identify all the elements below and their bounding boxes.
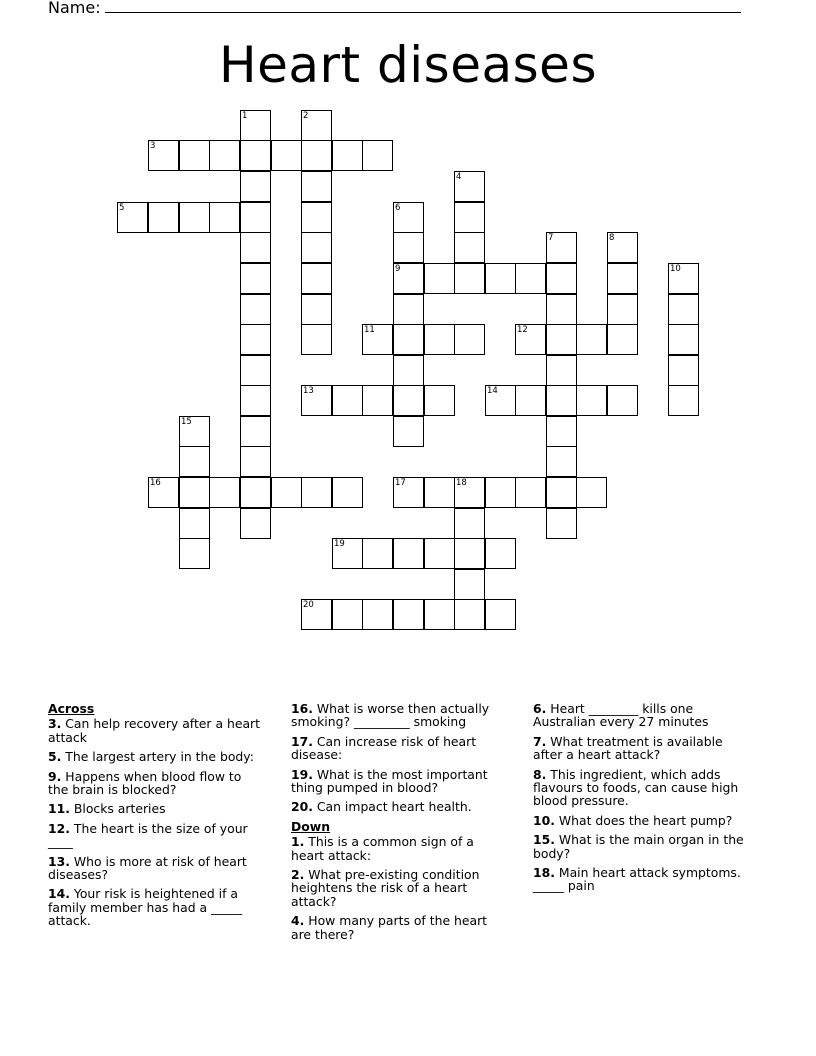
cell-number: 2 xyxy=(303,111,309,121)
cell-number: 8 xyxy=(609,233,615,243)
grid-cell[interactable] xyxy=(393,232,424,263)
grid-cell[interactable] xyxy=(454,538,485,569)
grid-cell[interactable] xyxy=(301,171,332,202)
clue-text: Can help recovery after a heart attack xyxy=(48,716,261,745)
grid-cell[interactable] xyxy=(546,446,577,477)
clue-item xyxy=(48,770,264,797)
grid-cell[interactable] xyxy=(546,416,577,447)
grid-cell[interactable] xyxy=(546,355,577,386)
grid-cell[interactable] xyxy=(301,294,332,325)
clue-text: The largest artery in the body: xyxy=(61,749,254,765)
clue-item xyxy=(291,702,507,729)
cell-number: 11 xyxy=(364,325,375,335)
clue-text: What treatment is available after a heart attack? xyxy=(533,733,723,763)
cell-number: 12 xyxy=(517,325,528,335)
grid-cell[interactable] xyxy=(301,232,332,263)
grid-cell[interactable] xyxy=(454,324,485,355)
grid-cell[interactable] xyxy=(454,232,485,263)
clue-number: 3. xyxy=(48,716,62,732)
clue-text: The heart is the size of your ____ xyxy=(48,820,248,850)
grid-cell[interactable] xyxy=(240,446,271,477)
grid-cell[interactable] xyxy=(454,508,485,539)
clue-item xyxy=(533,833,749,860)
grid-cell[interactable] xyxy=(332,140,363,171)
grid-cell[interactable] xyxy=(362,538,393,569)
grid-cell[interactable] xyxy=(546,477,577,508)
grid-cell[interactable] xyxy=(301,477,332,508)
cell-number: 1 xyxy=(242,111,248,121)
grid-cell[interactable] xyxy=(271,477,302,508)
grid-cell[interactable] xyxy=(668,324,699,355)
clue-number: 13. xyxy=(48,853,70,869)
clues-column-2 xyxy=(291,702,507,947)
grid-cell[interactable] xyxy=(546,263,577,294)
grid-cell[interactable] xyxy=(301,263,332,294)
clue-number: 5. xyxy=(48,749,62,765)
cell-number: 10 xyxy=(670,264,681,274)
grid-cell[interactable] xyxy=(576,477,607,508)
clue-item xyxy=(533,768,749,808)
down-heading: Down xyxy=(291,818,331,834)
grid-cell[interactable] xyxy=(424,324,455,355)
clue-text: Can impact heart health. xyxy=(312,799,472,815)
clues-column-1 xyxy=(48,702,264,934)
grid-cell[interactable] xyxy=(393,355,424,386)
clue-number: 8. xyxy=(533,766,547,782)
grid-cell[interactable] xyxy=(485,477,516,508)
clue-text: What is worse then actually smoking? _________ smoking xyxy=(291,701,490,730)
grid-cell[interactable] xyxy=(393,294,424,325)
cell-number: 9 xyxy=(395,264,401,274)
grid-cell[interactable] xyxy=(240,294,271,325)
clue-item xyxy=(48,822,264,849)
grid-cell[interactable] xyxy=(179,140,210,171)
clue-text: Can increase risk of heart disease: xyxy=(291,733,477,763)
grid-cell[interactable] xyxy=(607,324,638,355)
grid-cell[interactable] xyxy=(393,538,424,569)
grid-cell[interactable] xyxy=(424,599,455,630)
grid-cell[interactable] xyxy=(332,599,363,630)
grid-cell[interactable] xyxy=(240,385,271,416)
name-label: Name: xyxy=(48,0,101,17)
clue-text: Your risk is heightened if a family member has had a _____ attack. xyxy=(48,886,243,929)
cell-number: 13 xyxy=(303,386,314,396)
grid-cell[interactable] xyxy=(546,324,577,355)
grid-cell[interactable] xyxy=(607,263,638,294)
cell-number: 18 xyxy=(456,478,467,488)
grid-cell[interactable] xyxy=(546,508,577,539)
cell-number: 6 xyxy=(395,203,401,213)
grid-cell[interactable] xyxy=(515,477,546,508)
clue-item xyxy=(48,887,264,927)
grid-cell[interactable] xyxy=(179,538,210,569)
clue-item xyxy=(533,735,749,762)
grid-cell[interactable] xyxy=(424,477,455,508)
clue-item xyxy=(533,866,749,893)
grid-cell[interactable] xyxy=(179,508,210,539)
clue-text: Blocks arteries xyxy=(69,801,166,817)
clue-item xyxy=(291,868,507,908)
grid-cell[interactable] xyxy=(240,416,271,447)
cell-number: 20 xyxy=(303,600,314,610)
grid-cell[interactable] xyxy=(485,538,516,569)
clue-number: 19. xyxy=(291,766,313,782)
grid-cell[interactable] xyxy=(515,263,546,294)
cell-number: 17 xyxy=(395,478,406,488)
grid-cell[interactable] xyxy=(179,202,210,233)
across-clue-list-continued xyxy=(291,702,507,814)
clue-item xyxy=(291,800,507,813)
grid-cell[interactable] xyxy=(454,202,485,233)
grid-cell[interactable] xyxy=(607,294,638,325)
grid-cell[interactable] xyxy=(393,599,424,630)
clue-text: This is a common sign of a heart attack: xyxy=(291,834,474,863)
clue-item xyxy=(291,768,507,795)
grid-cell[interactable] xyxy=(454,569,485,600)
grid-cell[interactable] xyxy=(576,385,607,416)
grid-cell[interactable] xyxy=(240,202,271,233)
grid-cell[interactable] xyxy=(546,385,577,416)
clue-number: 2. xyxy=(291,867,305,883)
grid-cell[interactable] xyxy=(301,140,332,171)
grid-cell[interactable] xyxy=(332,477,363,508)
cell-number: 3 xyxy=(150,141,156,151)
grid-cell[interactable] xyxy=(209,477,240,508)
grid-cell[interactable] xyxy=(454,263,485,294)
cell-number: 15 xyxy=(181,417,192,427)
grid-cell[interactable] xyxy=(393,385,424,416)
grid-cell[interactable] xyxy=(332,385,363,416)
grid-cell[interactable] xyxy=(240,140,271,171)
clue-text: Who is more at risk of heart diseases? xyxy=(48,853,247,883)
clue-number: 15. xyxy=(533,832,555,848)
page-title: Heart diseases xyxy=(219,36,597,94)
clue-item xyxy=(291,835,507,862)
cell-number: 5 xyxy=(119,203,125,213)
clue-item xyxy=(48,750,264,763)
grid-cell[interactable] xyxy=(240,232,271,263)
grid-cell[interactable] xyxy=(271,140,302,171)
grid-cell[interactable] xyxy=(576,324,607,355)
grid-cell[interactable] xyxy=(240,477,271,508)
grid-cell[interactable] xyxy=(240,355,271,386)
grid-cell[interactable] xyxy=(362,140,393,171)
grid-cell[interactable] xyxy=(240,263,271,294)
cell-number: 14 xyxy=(487,386,498,396)
grid-cell[interactable] xyxy=(362,599,393,630)
grid-cell[interactable] xyxy=(424,385,455,416)
clue-number: 16. xyxy=(291,701,313,716)
clues-column-3 xyxy=(533,702,749,899)
clue-number: 10. xyxy=(533,812,555,828)
grid-cell[interactable] xyxy=(240,171,271,202)
clue-number: 9. xyxy=(48,768,62,784)
clue-number: 14. xyxy=(48,886,70,902)
across-heading: Across xyxy=(48,701,95,716)
clue-text: What is the main organ in the body? xyxy=(533,832,744,861)
grid-cell[interactable] xyxy=(485,263,516,294)
grid-cell[interactable] xyxy=(485,599,516,630)
name-field[interactable] xyxy=(48,0,741,17)
clue-number: 1. xyxy=(291,834,305,850)
across-clue-list xyxy=(48,717,264,927)
clue-text: Heart ________ kills one Australian every 27 minutes xyxy=(533,701,709,730)
cell-number: 19 xyxy=(334,539,345,549)
grid-cell[interactable] xyxy=(668,355,699,386)
clue-item xyxy=(48,855,264,882)
grid-cell[interactable] xyxy=(240,324,271,355)
clue-number: 7. xyxy=(533,733,547,749)
grid-cell[interactable] xyxy=(179,446,210,477)
clue-item xyxy=(48,717,264,744)
grid-cell[interactable] xyxy=(424,538,455,569)
down-clue-list xyxy=(291,835,507,941)
grid-cell[interactable] xyxy=(148,202,179,233)
clue-item xyxy=(533,814,749,827)
grid-cell[interactable] xyxy=(209,140,240,171)
clue-text: What is the most important thing pumped in blood? xyxy=(291,766,488,796)
grid-cell[interactable] xyxy=(668,385,699,416)
grid-cell[interactable] xyxy=(301,202,332,233)
clue-text: This ingredient, which adds flavours to foods, can cause high blood pressure. xyxy=(533,766,739,809)
grid-cell[interactable] xyxy=(362,385,393,416)
grid-cell[interactable] xyxy=(179,477,210,508)
clue-item xyxy=(533,702,749,729)
clue-text: What does the heart pump? xyxy=(554,812,733,828)
clue-number: 18. xyxy=(533,865,555,881)
clue-number: 20. xyxy=(291,799,313,815)
clue-number: 11. xyxy=(48,801,70,817)
grid-cell[interactable] xyxy=(393,416,424,447)
cell-number: 7 xyxy=(548,233,554,243)
grid-cell[interactable] xyxy=(424,263,455,294)
grid-cell[interactable] xyxy=(454,599,485,630)
clue-number: 4. xyxy=(291,913,305,929)
down-clue-list-continued xyxy=(533,702,749,893)
grid-cell[interactable] xyxy=(607,385,638,416)
grid-cell[interactable] xyxy=(301,324,332,355)
clue-number: 17. xyxy=(291,733,313,749)
grid-cell[interactable] xyxy=(668,294,699,325)
clue-text: Main heart attack symptoms. _____ pain xyxy=(533,865,741,894)
clue-text: What pre-existing condition heightens the risk of a heart attack? xyxy=(291,867,480,909)
clue-item xyxy=(48,802,264,815)
clue-text: How many parts of the heart are there? xyxy=(291,913,488,942)
grid-cell[interactable] xyxy=(240,508,271,539)
grid-cell[interactable] xyxy=(209,202,240,233)
clue-text: Happens when blood flow to the brain is blocked? xyxy=(48,768,242,798)
grid-cell[interactable] xyxy=(515,385,546,416)
clue-item xyxy=(291,914,507,941)
grid-cell[interactable] xyxy=(393,324,424,355)
clue-number: 12. xyxy=(48,820,70,836)
cell-number: 16 xyxy=(150,478,161,488)
cell-number: 4 xyxy=(456,172,462,182)
name-blank-line[interactable] xyxy=(105,0,741,13)
clue-number: 6. xyxy=(533,701,547,716)
clue-item xyxy=(291,735,507,762)
grid-cell[interactable] xyxy=(546,294,577,325)
